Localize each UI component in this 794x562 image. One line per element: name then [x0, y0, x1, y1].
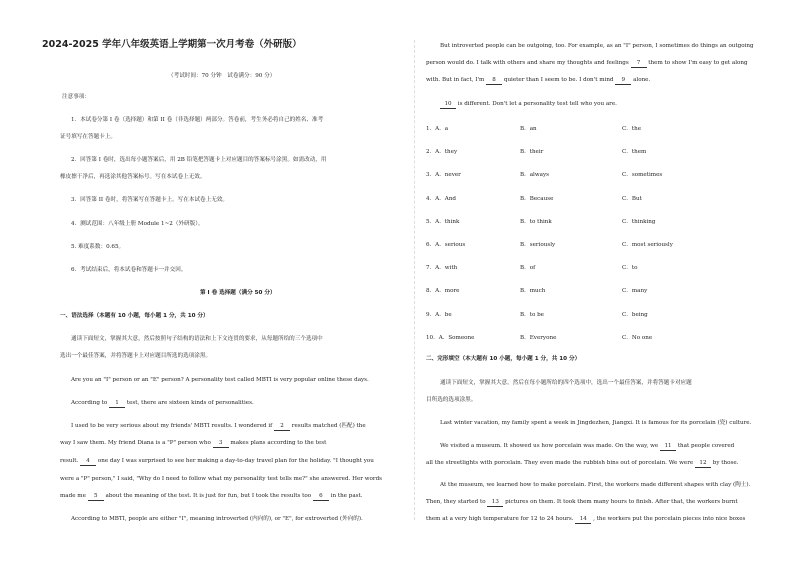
blank-1: 1: [109, 399, 125, 408]
blank-5: 5: [88, 492, 104, 501]
passage2-line1: Last winter vacation, my family spent a week in Jingdezhen, Jiangxi. It is famous for its porcelain (瓷) culture.: [440, 420, 752, 426]
blank-9: 9: [615, 76, 631, 85]
blank-8: 8: [486, 76, 502, 85]
option-8-b: B．much: [520, 288, 546, 295]
passage1-cont-line3: with. But in fact, I'm 8 quieter than I seem to be. I don't mind 9 alone.: [426, 77, 651, 83]
passage2-line3: all the streetlights with porcelain. They even made the rubbish bins out of porcelain. We were 12 by those.: [426, 460, 739, 466]
note-6: 6．考试结束后，将本试卷和答题卡一并交回。: [71, 267, 187, 273]
option-4-a: 4．A．And: [426, 195, 457, 202]
passage2-line4: At the museum, we learned how to make porcelain. First, the workers made different shapes with clay (陶土).: [440, 482, 751, 488]
blank-2: 2: [274, 422, 290, 431]
part2-heading: 二、完形填空（本大题有 10 小题，每小题 1 分，共 10 分）: [426, 356, 581, 362]
option-3-a: 3．A．never: [426, 172, 461, 179]
part1-instr-a: 通读下面短文，掌握其大意，然后按照句子结构的语法和上下文连贯的要求，从每题所给的三个选项中: [71, 336, 323, 342]
column-divider: [414, 40, 415, 520]
option-1-b: B．an: [520, 126, 537, 132]
passage1-cont-line1: But introverted people can be outgoing, too. For example, as an "I" person, I sometimes do things an outgoing: [440, 43, 754, 49]
part2-instr-b: 目所选的选项涂黑。: [426, 397, 477, 403]
passage1-cont-line2: person would do. I talk with others and share my thoughts and feelings 7 them to show I'm easy to get along: [426, 60, 748, 66]
blank-4: 4: [80, 457, 96, 466]
note-1a: 1．本试卷分第 I 卷（选择题）和第 II 卷（非选择题）两部分。答卷前，考生务必将自己的姓名、准考: [71, 117, 324, 123]
passage2-line5: Then, they started to 13 pictures on them. It took them many hours to finish. After that, the workers burnt: [426, 499, 738, 505]
note-2a: 2．回答第 I 卷时，选出每小题答案后，用 2B 铅笔把答题卡上对应题目的答案标号涂黑。如需改动，用: [71, 157, 327, 163]
option-2-b: B．their: [520, 149, 544, 156]
passage2-line2: We visited a museum. It showed us how porcelain was made. On the way, we 11 that people covered: [440, 443, 735, 449]
option-1-a: 1．A．a: [426, 126, 449, 132]
option-6-a: 6．A．serious: [426, 242, 466, 248]
blank-3: 3: [213, 439, 229, 448]
passage1-line2: According to 1 test, there are sixteen kinds of personalities.: [71, 400, 254, 406]
exam-info: （考试时间：70 分钟 试卷满分：90 分）: [168, 73, 276, 79]
option-9-a: 9．A．be: [426, 311, 452, 318]
part1-heading: 一、语法选择（本题有 10 小题，每小题 1 分，共 10 分）: [60, 313, 209, 319]
blank-7: 7: [631, 59, 647, 68]
passage1-line6: were a "P" person," I said, "Why do I need to follow what my personality test tells me?" she answered. Her words: [60, 476, 383, 482]
note-4: 4．测试范围：八年级上册 Module 1~2（外研版）。: [71, 221, 204, 227]
exam-title: 2024-2025 学年八年级英语上学期第一次月考卷（外研版）: [42, 39, 302, 50]
option-10-a: 10．A．Someone: [426, 334, 475, 341]
passage1-line5: result. 4 one day I was surprised to see her making a day-to-day travel plan for the holiday. "I thought you: [60, 458, 374, 464]
option-8-a: 8．A．more: [426, 288, 460, 295]
option-8-c: C．many: [622, 288, 648, 295]
option-6-b: B．seriously: [520, 242, 556, 248]
option-10-c: C．No one: [622, 334, 653, 341]
option-6-c: C．most seriously: [622, 242, 673, 248]
option-3-c: C．sometimes: [622, 172, 663, 179]
blank-13: 13: [487, 498, 503, 507]
passage1-cont-line4: 10 is different. Don't let a personality test tell who you are.: [440, 100, 617, 109]
passage1-line1: Are you an "I" person or an "E" person? A personality test called MBTI is very popular online these days.: [71, 377, 369, 383]
note-2b: 橡皮擦干净后，再选涂其他答案标号。写在本试卷上无效。: [60, 174, 206, 180]
blank-14: 14: [575, 515, 591, 524]
blank-12: 12: [695, 459, 711, 468]
option-5-a: 5．A．think: [426, 218, 460, 225]
note-3: 3．回答第 II 卷时，将答案写在答题卡上。写在本试卷上无效。: [71, 197, 228, 203]
blank-6: 6: [313, 492, 329, 501]
passage2-line6: them at a very high temperature for 12 to 24 hours. 14 , the workers put the porcelain pieces into nice boxes: [426, 516, 746, 522]
option-2-c: C．them: [622, 149, 647, 156]
option-2-a: 2．A．they: [426, 149, 458, 156]
option-5-c: C．thinking: [622, 218, 656, 225]
option-1-c: C．the: [622, 126, 642, 132]
option-4-b: B．Because: [520, 195, 554, 202]
option-5-b: B．to think: [520, 218, 552, 225]
passage1-line8: According to MBTI, people are either "I", meaning introverted (内向的), or "E", for extroverted (外向的).: [71, 516, 363, 522]
part2-instr-a: 通读下面短文，掌握其大意，然后在每小题所给的四个选项中，选出一个最佳答案，并将答题卡对应题: [440, 380, 692, 386]
option-7-b: B．of: [520, 265, 536, 272]
blank-11: 11: [660, 442, 676, 451]
passage1-line3: I used to be very serious about my friends' MBTI results. I wondered if 2 results matched (匹配) the: [71, 423, 366, 429]
part1-instr-b: 选出一个最佳答案，并将答题卡上对应题目所选的选项涂黑。: [60, 353, 212, 359]
section1-title: 第 I 卷 选择题（满分 50 分）: [200, 290, 276, 296]
option-7-c: C．to: [622, 265, 638, 272]
option-9-c: C．being: [622, 311, 648, 318]
passage1-line7: made me 5 about the meaning of the test. It is just for fun, but I took the results too 6 in the past.: [60, 493, 363, 499]
option-10-b: B．Everyone: [520, 334, 557, 341]
option-4-c: C．But: [622, 195, 642, 202]
note-5: 5. 难度系数：0.65。: [71, 244, 125, 250]
option-9-b: B．to be: [520, 311, 544, 318]
option-3-b: B．always: [520, 172, 549, 179]
blank-10: 10: [440, 100, 456, 109]
option-7-a: 7．A．with: [426, 265, 458, 272]
note-1b: 证号填写在答题卡上。: [60, 134, 116, 140]
notes-heading: 注意事项：: [62, 94, 90, 100]
passage1-line4: way I saw them. My friend Diana is a "P" person who 3 makes plans according to the test: [60, 440, 327, 446]
